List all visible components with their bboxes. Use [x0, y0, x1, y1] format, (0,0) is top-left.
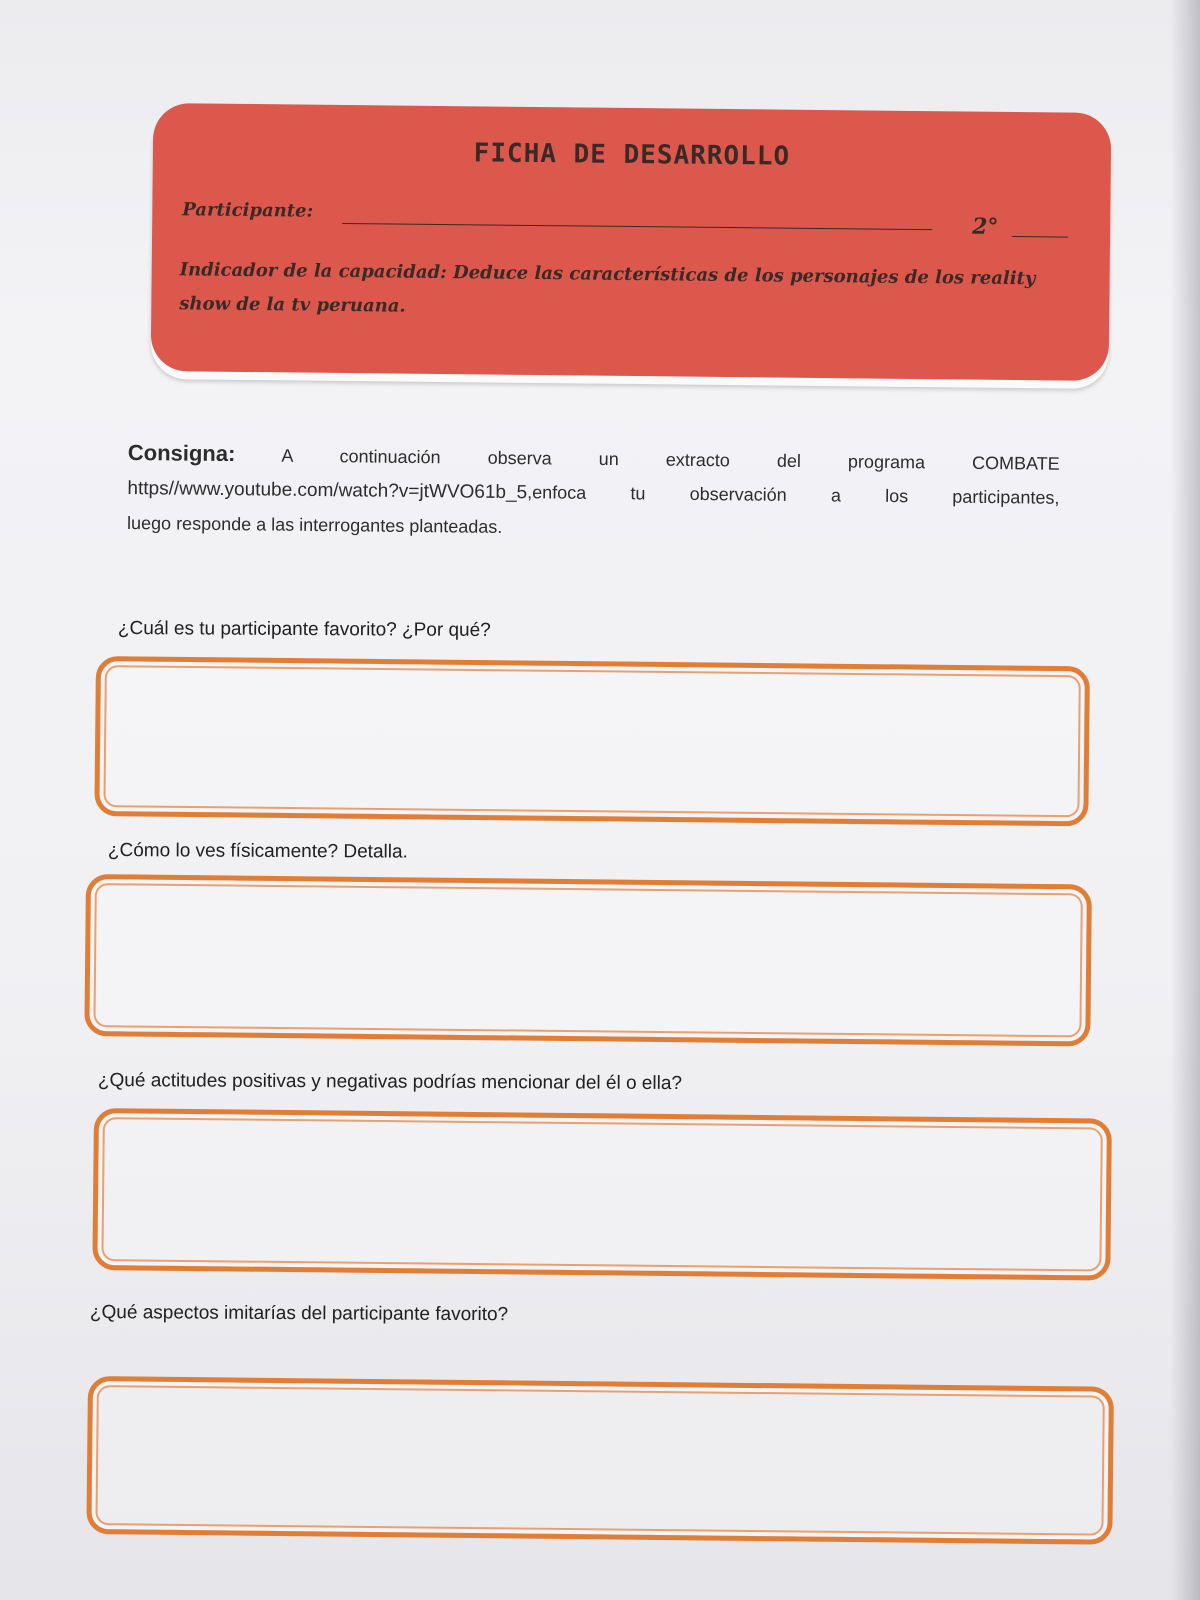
question-4: ¿Qué aspectos imitarías del participante favorito?	[89, 1302, 509, 1326]
worksheet-title: FICHA DE DESARROLLO	[473, 138, 791, 172]
instructions	[127, 436, 1060, 550]
grade-label: 2°	[972, 213, 999, 240]
answer-box-4[interactable]	[86, 1376, 1114, 1545]
instructions-line-3: luego responde a las interrogantes planteadas.	[126, 512, 503, 537]
answer-box-1[interactable]	[94, 656, 1090, 826]
video-link[interactable]: https//www.youtube.com/watch?v=jtWVO61b_5	[127, 477, 528, 504]
page-edge-shadow	[1170, 0, 1200, 1600]
question-3: ¿Qué actitudes positivas y negativas podrías mencionar del él o ella?	[97, 1070, 683, 1095]
capacity-indicator: Indicador de la capacidad: Deduce las características de los personajes de los reality show de la tv peruana.	[179, 259, 1036, 317]
header-banner	[151, 103, 1112, 381]
question-2: ¿Cómo lo ves físicamente? Detalla.	[107, 840, 408, 863]
participant-row	[182, 199, 1062, 240]
question-1: ¿Cuál es tu participante favorito? ¿Por qué?	[117, 618, 491, 641]
grade-section-field[interactable]	[1012, 236, 1068, 238]
answer-box-3[interactable]	[92, 1108, 1112, 1281]
participant-name-field[interactable]	[342, 223, 932, 230]
instructions-text-2: ,enfoca tu observación a los participantes,	[527, 482, 1060, 508]
instructions-text-1: A continuación observa un extracto del programa COMBATE	[281, 445, 1060, 474]
instructions-label: Consigna:	[127, 439, 236, 467]
answer-box-2[interactable]	[84, 874, 1092, 1047]
participant-label: Participante:	[182, 199, 314, 222]
